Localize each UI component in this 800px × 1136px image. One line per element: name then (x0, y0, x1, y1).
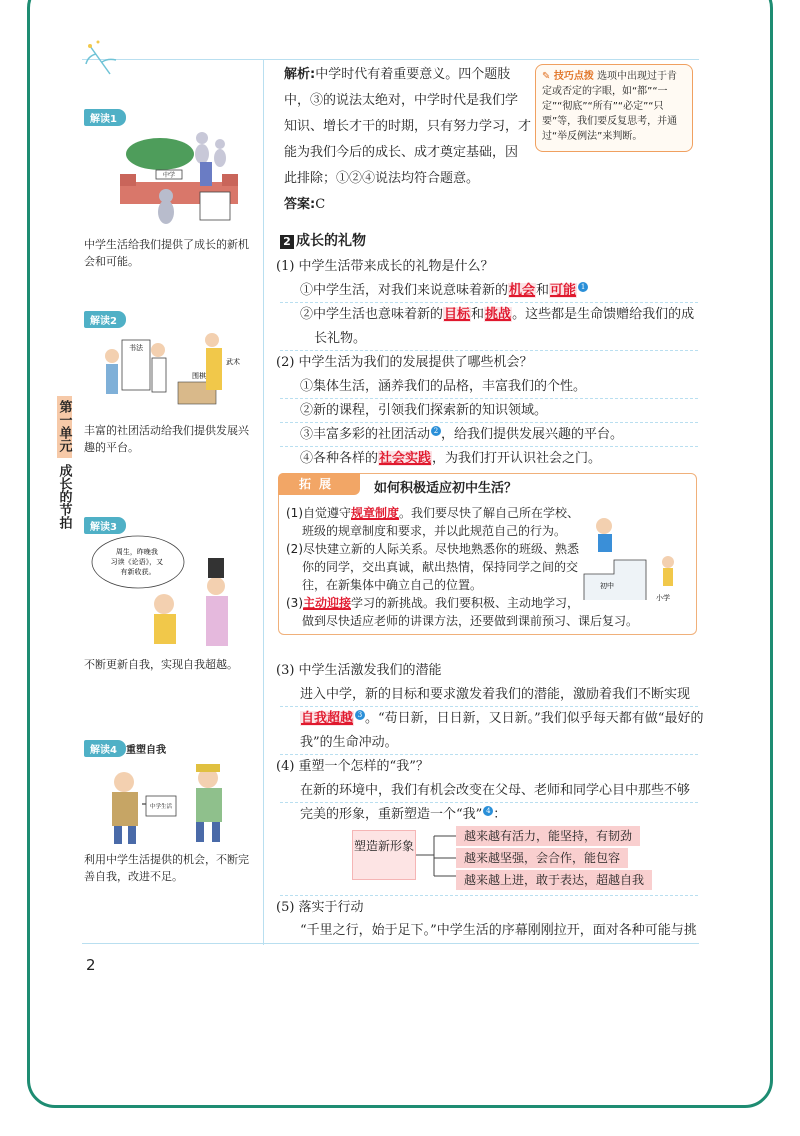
footnote-marker: 4 (483, 806, 493, 816)
section-title (280, 230, 366, 250)
footnote-marker: 1 (578, 282, 588, 292)
key-term-possibility: 可能 (550, 283, 577, 298)
q4-line-1: 在新的环境中，我们有机会改变在父母、老师和同学心目中那些不够 (300, 783, 691, 798)
q2-question: (2) 中学生活为我们的发展提供了哪些机会？ (276, 355, 533, 370)
interpretation-badge-4: 解读4 (84, 740, 126, 757)
extension-line-3: (2)尽快建立新的人际关系。尽快地熟悉你的班级、熟悉 (286, 542, 580, 556)
junior-high-label: 初中 (600, 582, 614, 590)
reshape-self-illustration (96, 758, 246, 850)
stairs-illustration (580, 512, 690, 604)
analysis-label: 解析: (284, 67, 316, 82)
q1-a1-connector: 和 (536, 283, 550, 298)
interpretation-badge-2: 解读2 (84, 311, 126, 328)
key-term-opportunity: 机会 (509, 283, 536, 298)
interpretation-caption-3: 不断更新自我，实现自我超越。 (84, 658, 238, 671)
interpretation-badge-1: 解读1 (84, 109, 126, 126)
new-image-item-3: 越来越上进，敢于表达，超越自我 (456, 870, 652, 890)
extension-line-2: 班级的规章制度和要求，并以此规范自己的行为。 (302, 524, 567, 538)
q4-question: (4) 重塑一个怎样的“我”？ (276, 759, 429, 774)
speech-line: 有新收获。 (120, 568, 156, 576)
interpretation-caption-2: 丰富的社团活动给我们提供发展兴趣的平台。 (84, 424, 249, 454)
analysis-line-5: 此排除；①②④说法均符合题意。 (284, 171, 480, 186)
q2-a3-text: ③丰富多彩的社团活动 (300, 427, 431, 442)
interpretation-badge-3: 解读3 (84, 517, 126, 534)
q3-l2-tail: 。“苟日新，日日新，又日新。”我们似乎每天都有做“最好的 (365, 711, 704, 726)
q5-question: (5) 落实于行动 (276, 900, 364, 915)
q4-l2-text: 完美的形象，重新塑造一个“我” (300, 807, 483, 822)
key-term-proactive: 主动迎接 (303, 596, 352, 610)
tip-title: ✎ 技巧点拨 (542, 71, 594, 82)
q1-answer-2 (300, 302, 694, 328)
calligraphy-label: 书法 (129, 344, 143, 352)
answer-label: 答案: (284, 197, 316, 212)
leaf-decoration-icon (84, 40, 124, 80)
q3-question: (3) 中学生活激发我们的潜能 (276, 663, 442, 678)
tip-title-text: 技巧点拨 (553, 71, 594, 82)
interpretation-caption-4: 利用中学生活提供的机会，不断完善自我，改进不足。 (84, 853, 249, 883)
key-term-self-transcendence: 自我超越 (301, 711, 354, 726)
self-renewal-illustration (88, 534, 248, 652)
interpretation-title-4: 重塑自我 (126, 745, 166, 756)
q2-answer-3 (300, 422, 623, 448)
key-term-social-practice: 社会实践 (379, 451, 432, 466)
new-image-item-1: 越来越有活力，能坚持，有韧劲 (456, 826, 640, 846)
bracket-connector (416, 830, 458, 890)
extension-line-1 (286, 504, 579, 522)
section-number: 2 (280, 235, 294, 249)
speech-line: 周生，昨晚我 (115, 548, 158, 556)
q3-line-1: 进入中学，新的目标和要求激发着我们的潜能，激励着我们不断实现 (300, 687, 691, 702)
new-image-item-2: 越来越坚强，会合作，能包容 (456, 848, 628, 868)
q1-a1-text: ①中学生活，对我们来说意味着新的 (300, 283, 509, 298)
analysis-line-1 (284, 62, 510, 88)
ext-l6-text: (3) (286, 596, 303, 610)
extension-title: 如何积极适应初中生活？ (374, 481, 518, 496)
ext-l6-tail: 学习的新挑战。我们要积极、主动地学习， (351, 596, 580, 610)
q3-line-2 (300, 706, 703, 732)
footnote-marker: 3 (355, 710, 365, 720)
speech-line: 习读《论语》，又 (110, 558, 164, 566)
extension-line-4: 你的同学，交出真诚，献出热情，保持同学之间的交 (302, 560, 579, 574)
q2-answer-4 (300, 446, 601, 472)
tip-box (535, 64, 693, 152)
q2-answer-1: ①集体生活，涵养我们的品格，丰富我们的个性。 (300, 379, 587, 394)
q2-a3-tail: ，给我们提供发展兴趣的平台。 (441, 427, 624, 442)
interpretation-caption-1: 中学生活给我们提供了成长的新机会和可能。 (84, 238, 249, 268)
school-sign-label: 中学 (162, 172, 176, 179)
q1-answer-2-cont: 长礼物。 (314, 331, 367, 346)
q1-a2-text: ②中学生活也意味着新的 (300, 307, 444, 322)
key-term-challenge: 挑战 (485, 307, 512, 322)
q1-a2-connector: 和 (471, 307, 485, 322)
section-title-text: 成长的礼物 (296, 233, 366, 249)
analysis-line-4: 能为我们今后的成长、成才奠定基础，因 (284, 145, 519, 160)
q4-line-2 (300, 802, 506, 828)
martial-arts-label: 武术 (226, 358, 240, 366)
q4-l2-tail: ： (493, 807, 507, 822)
top-rule (82, 59, 699, 60)
unit-topic: 成长的节拍 (56, 464, 72, 529)
q2-a4-text: ④各种各样的 (300, 451, 379, 466)
ext-l1-text: (1)自觉遵守 (286, 506, 351, 520)
answer-line (284, 192, 325, 218)
page-number: 2 (86, 956, 96, 974)
club-activities-illustration (100, 326, 250, 418)
extension-line-5: 往，在新集体中确立自己的位置。 (302, 578, 483, 592)
analysis-text: 中学时代有着重要意义。四个题肢 (315, 67, 511, 82)
analysis-line-3: 知识、增长才干的时期，只有努力学习，才 (284, 119, 532, 134)
q1-answer-1 (300, 278, 588, 304)
q5-line-1: “千里之行，始于足下。”中学生活的序幕刚刚拉开，面对各种可能与挑 (300, 923, 697, 938)
unit-side-tab (52, 396, 76, 535)
tip-text: 选项中出现过于肯定或否定的字眼，如“都”“一定”“彻底”“所有”“必定”“只要”等，我们要反复思考，并通过“举反例法”来判断。 (542, 71, 678, 142)
q1-a2-tail: 。这些都是生命馈赠给我们的成 (512, 307, 695, 322)
q3-line-3: 我”的生命冲动。 (300, 735, 398, 750)
column-divider (263, 60, 264, 945)
q2-answer-2: ②新的课程，引领我们探索新的知识领域。 (300, 403, 548, 418)
analysis-line-2: 中，③的说法太绝对，中学时代是我们学 (284, 93, 519, 108)
q2-a4-tail: ，为我们打开认识社会之门。 (432, 451, 602, 466)
key-term-rules: 规章制度 (351, 506, 400, 520)
middle-school-label: 中学生活 (149, 804, 173, 810)
extension-tag: 拓展 (278, 473, 360, 495)
extension-line-6 (286, 594, 579, 612)
school-gate-illustration (110, 124, 250, 232)
answer-value: C (315, 197, 326, 212)
q1-question: (1) 中学生活带来成长的礼物是什么？ (276, 259, 494, 274)
primary-school-label: 小学 (656, 594, 670, 602)
unit-label: 第一单元 (57, 396, 72, 458)
extension-line-7: 做到尽快适应老师的讲课方法，还要做到课前预习、课后复习。 (302, 614, 639, 628)
footnote-marker: 2 (431, 426, 441, 436)
new-image-box: 塑造新形象 (352, 830, 416, 880)
key-term-goal: 目标 (444, 307, 471, 322)
go-label: 围棋 (192, 372, 206, 380)
ext-l1-tail: 。我们要尽快了解自己所在学校、 (399, 506, 580, 520)
